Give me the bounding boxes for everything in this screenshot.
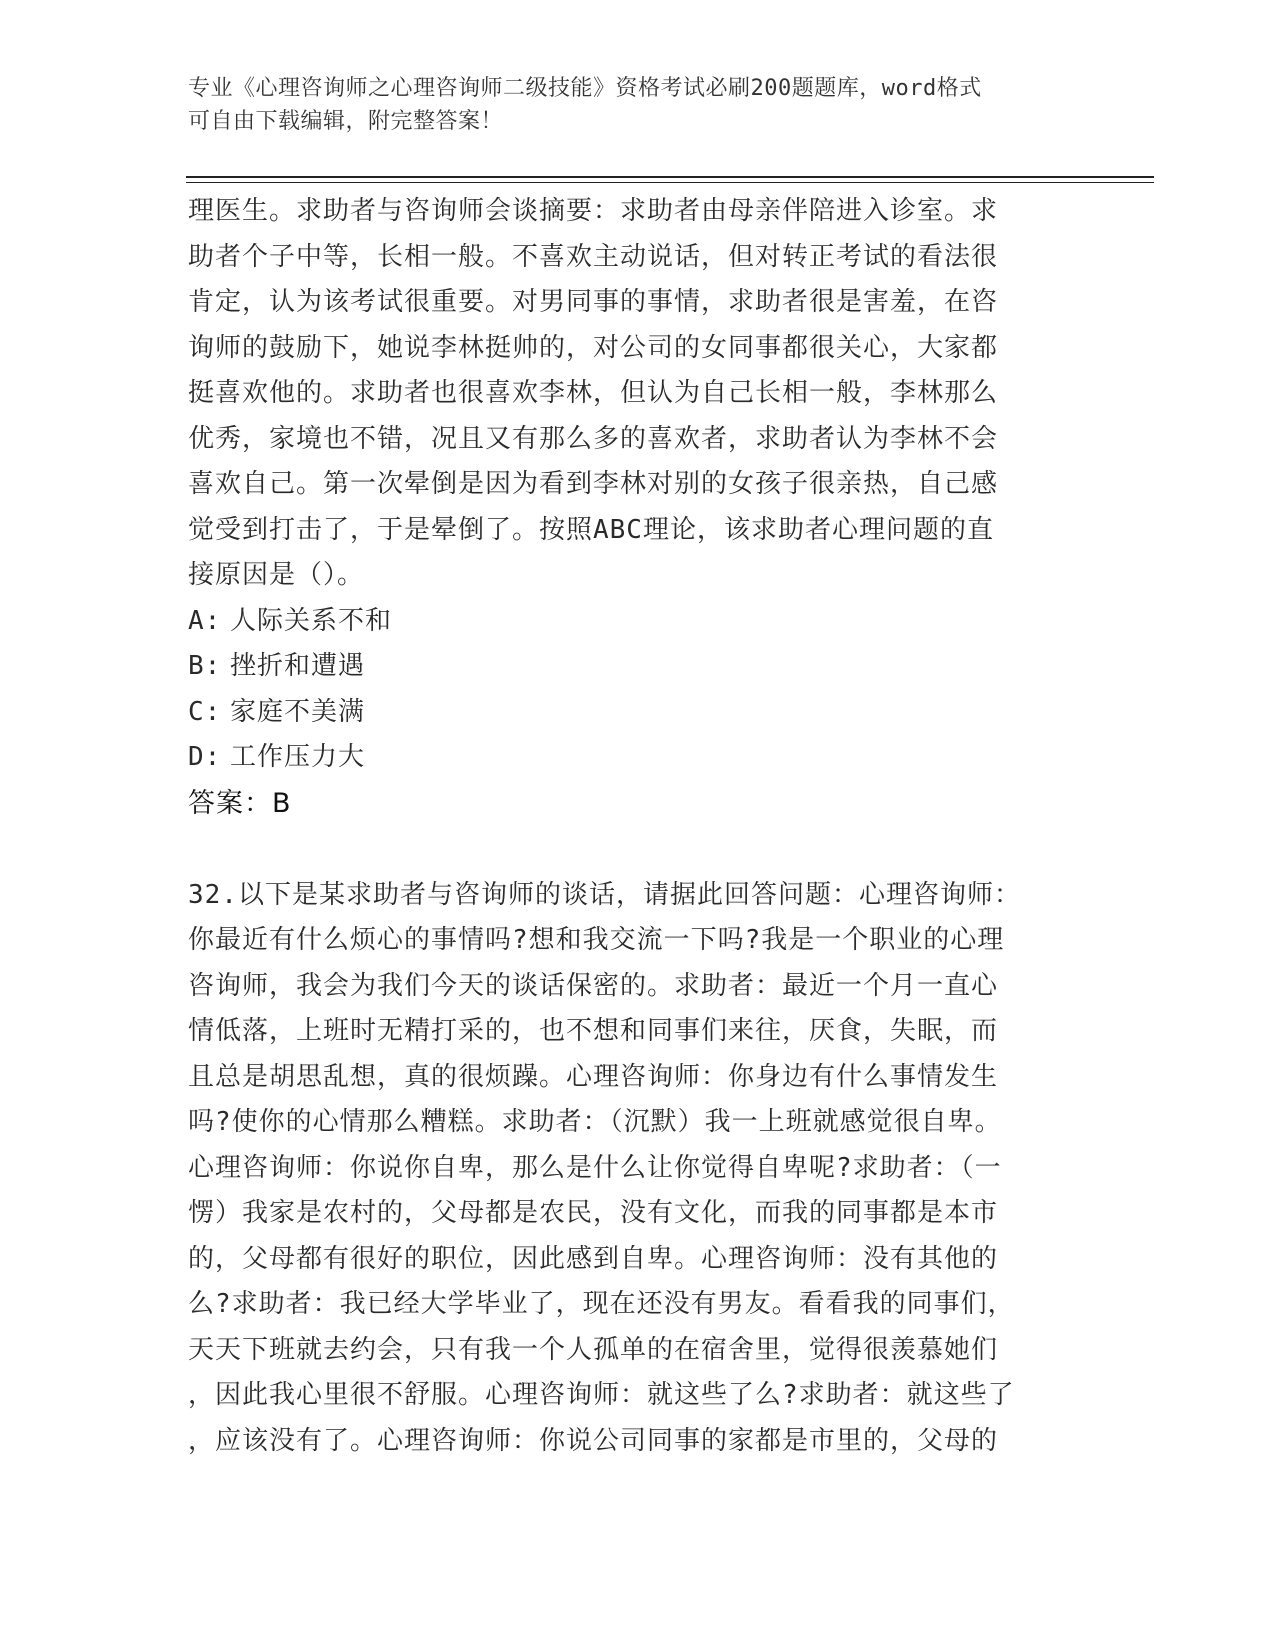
question-31-stem xyxy=(188,189,1088,599)
question-31-line: 喜欢自己。第一次晕倒是因为看到李林对别的女孩子很亲热，自己感 xyxy=(188,469,999,499)
question-32-line: 么?求助者：我已经大学毕业了，现在还没有男友。看看我的同事们， xyxy=(188,1289,1015,1319)
question-32-line: ，应该没有了。心理咨询师：你说公司同事的家都是市里的，父母的 xyxy=(188,1425,999,1456)
option-a-text: 人际关系不和 xyxy=(230,605,393,636)
question-31-line: 助者个子中等，长相一般。不喜欢主动说话，但对转正考试的看法很 xyxy=(188,241,999,272)
option-b-text: 挫折和遭遇 xyxy=(230,651,366,681)
question-32-line: 你最近有什么烦心的事情吗?想和我交流一下吗?我是一个职业的心理 xyxy=(188,925,1005,955)
question-32-line: 情低落，上班时无精打采的，也不想和同事们来往，厌食，失眠，而 xyxy=(188,1016,999,1046)
question-32-line: 心理咨询师：你说你自卑，那么是什么让你觉得自卑呢?求助者：（一 xyxy=(188,1152,1002,1183)
question-31-options xyxy=(188,599,1088,781)
question-31-line: 优秀，家境也不错，况且又有那么多的喜欢者，求助者认为李林不会 xyxy=(188,423,999,454)
option-c-label: C: xyxy=(188,696,222,727)
question-32-line: 32.以下是某求助者与咨询师的谈话，请据此回答问题：心理咨询师： xyxy=(188,879,1021,910)
header-title-line-1: 专业《心理咨询师之心理咨询师二级技能》资格考试必刷200题题库，word格式 xyxy=(188,76,982,101)
question-32-stem xyxy=(188,873,1088,1465)
document-header xyxy=(188,72,1088,138)
option-b xyxy=(188,644,1088,690)
section-spacer xyxy=(188,827,1088,873)
question-32-line: 的，父母都有很好的职位，因此感到自卑。心理咨询师：没有其他的 xyxy=(188,1243,999,1274)
question-31-line: 询师的鼓励下，她说李林挺帅的，对公司的女同事都很关心，大家都 xyxy=(188,332,999,363)
question-31-line: 肯定，认为该考试很重要。对男同事的事情，求助者很是害羞，在咨 xyxy=(188,287,999,317)
question-31-answer: 答案：B xyxy=(188,787,292,819)
option-d xyxy=(188,735,1088,781)
question-32-line: 愣）我家是农村的，父母都是农民，没有文化，而我的同事都是本市 xyxy=(188,1198,999,1228)
option-b-label: B: xyxy=(188,651,222,681)
question-32-line: 天天下班就去约会，只有我一个人孤单的在宿舍里，觉得很羡慕她们 xyxy=(188,1334,999,1365)
header-divider-thick xyxy=(186,176,1154,178)
option-a-label: A: xyxy=(188,605,222,636)
question-32-line: 吗?使你的心情那么糟糕。求助者：（沉默）我一上班就感觉很自卑。 xyxy=(188,1107,1002,1137)
question-32-line: 咨询师，我会为我们今天的谈话保密的。求助者：最近一个月一直心 xyxy=(188,970,999,1001)
question-32-line: ，因此我心里很不舒服。心理咨询师：就这些了么?求助者：就这些了 xyxy=(188,1380,1015,1410)
option-d-label: D: xyxy=(188,742,222,772)
document-body xyxy=(188,189,1088,1464)
option-c xyxy=(188,690,1088,736)
option-a xyxy=(188,599,1088,645)
header-divider-thin xyxy=(186,182,1154,183)
question-32-line: 且总是胡思乱想，真的很烦躁。心理咨询师：你身边有什么事情发生 xyxy=(188,1061,999,1092)
question-31-line: 理医生。求助者与咨询师会谈摘要：求助者由母亲伴陪进入诊室。求 xyxy=(188,196,999,226)
question-31-line: 挺喜欢他的。求助者也很喜欢李林，但认为自己长相一般，李林那么 xyxy=(188,378,999,408)
option-c-text: 家庭不美满 xyxy=(230,696,366,727)
question-31-line: 觉受到打击了，于是晕倒了。按照ABC理论，该求助者心理问题的直 xyxy=(188,514,994,545)
option-d-text: 工作压力大 xyxy=(230,742,366,772)
question-31-line: 接原因是（）。 xyxy=(188,560,365,590)
header-title-line-2: 可自由下载编辑，附完整答案！ xyxy=(188,109,504,134)
